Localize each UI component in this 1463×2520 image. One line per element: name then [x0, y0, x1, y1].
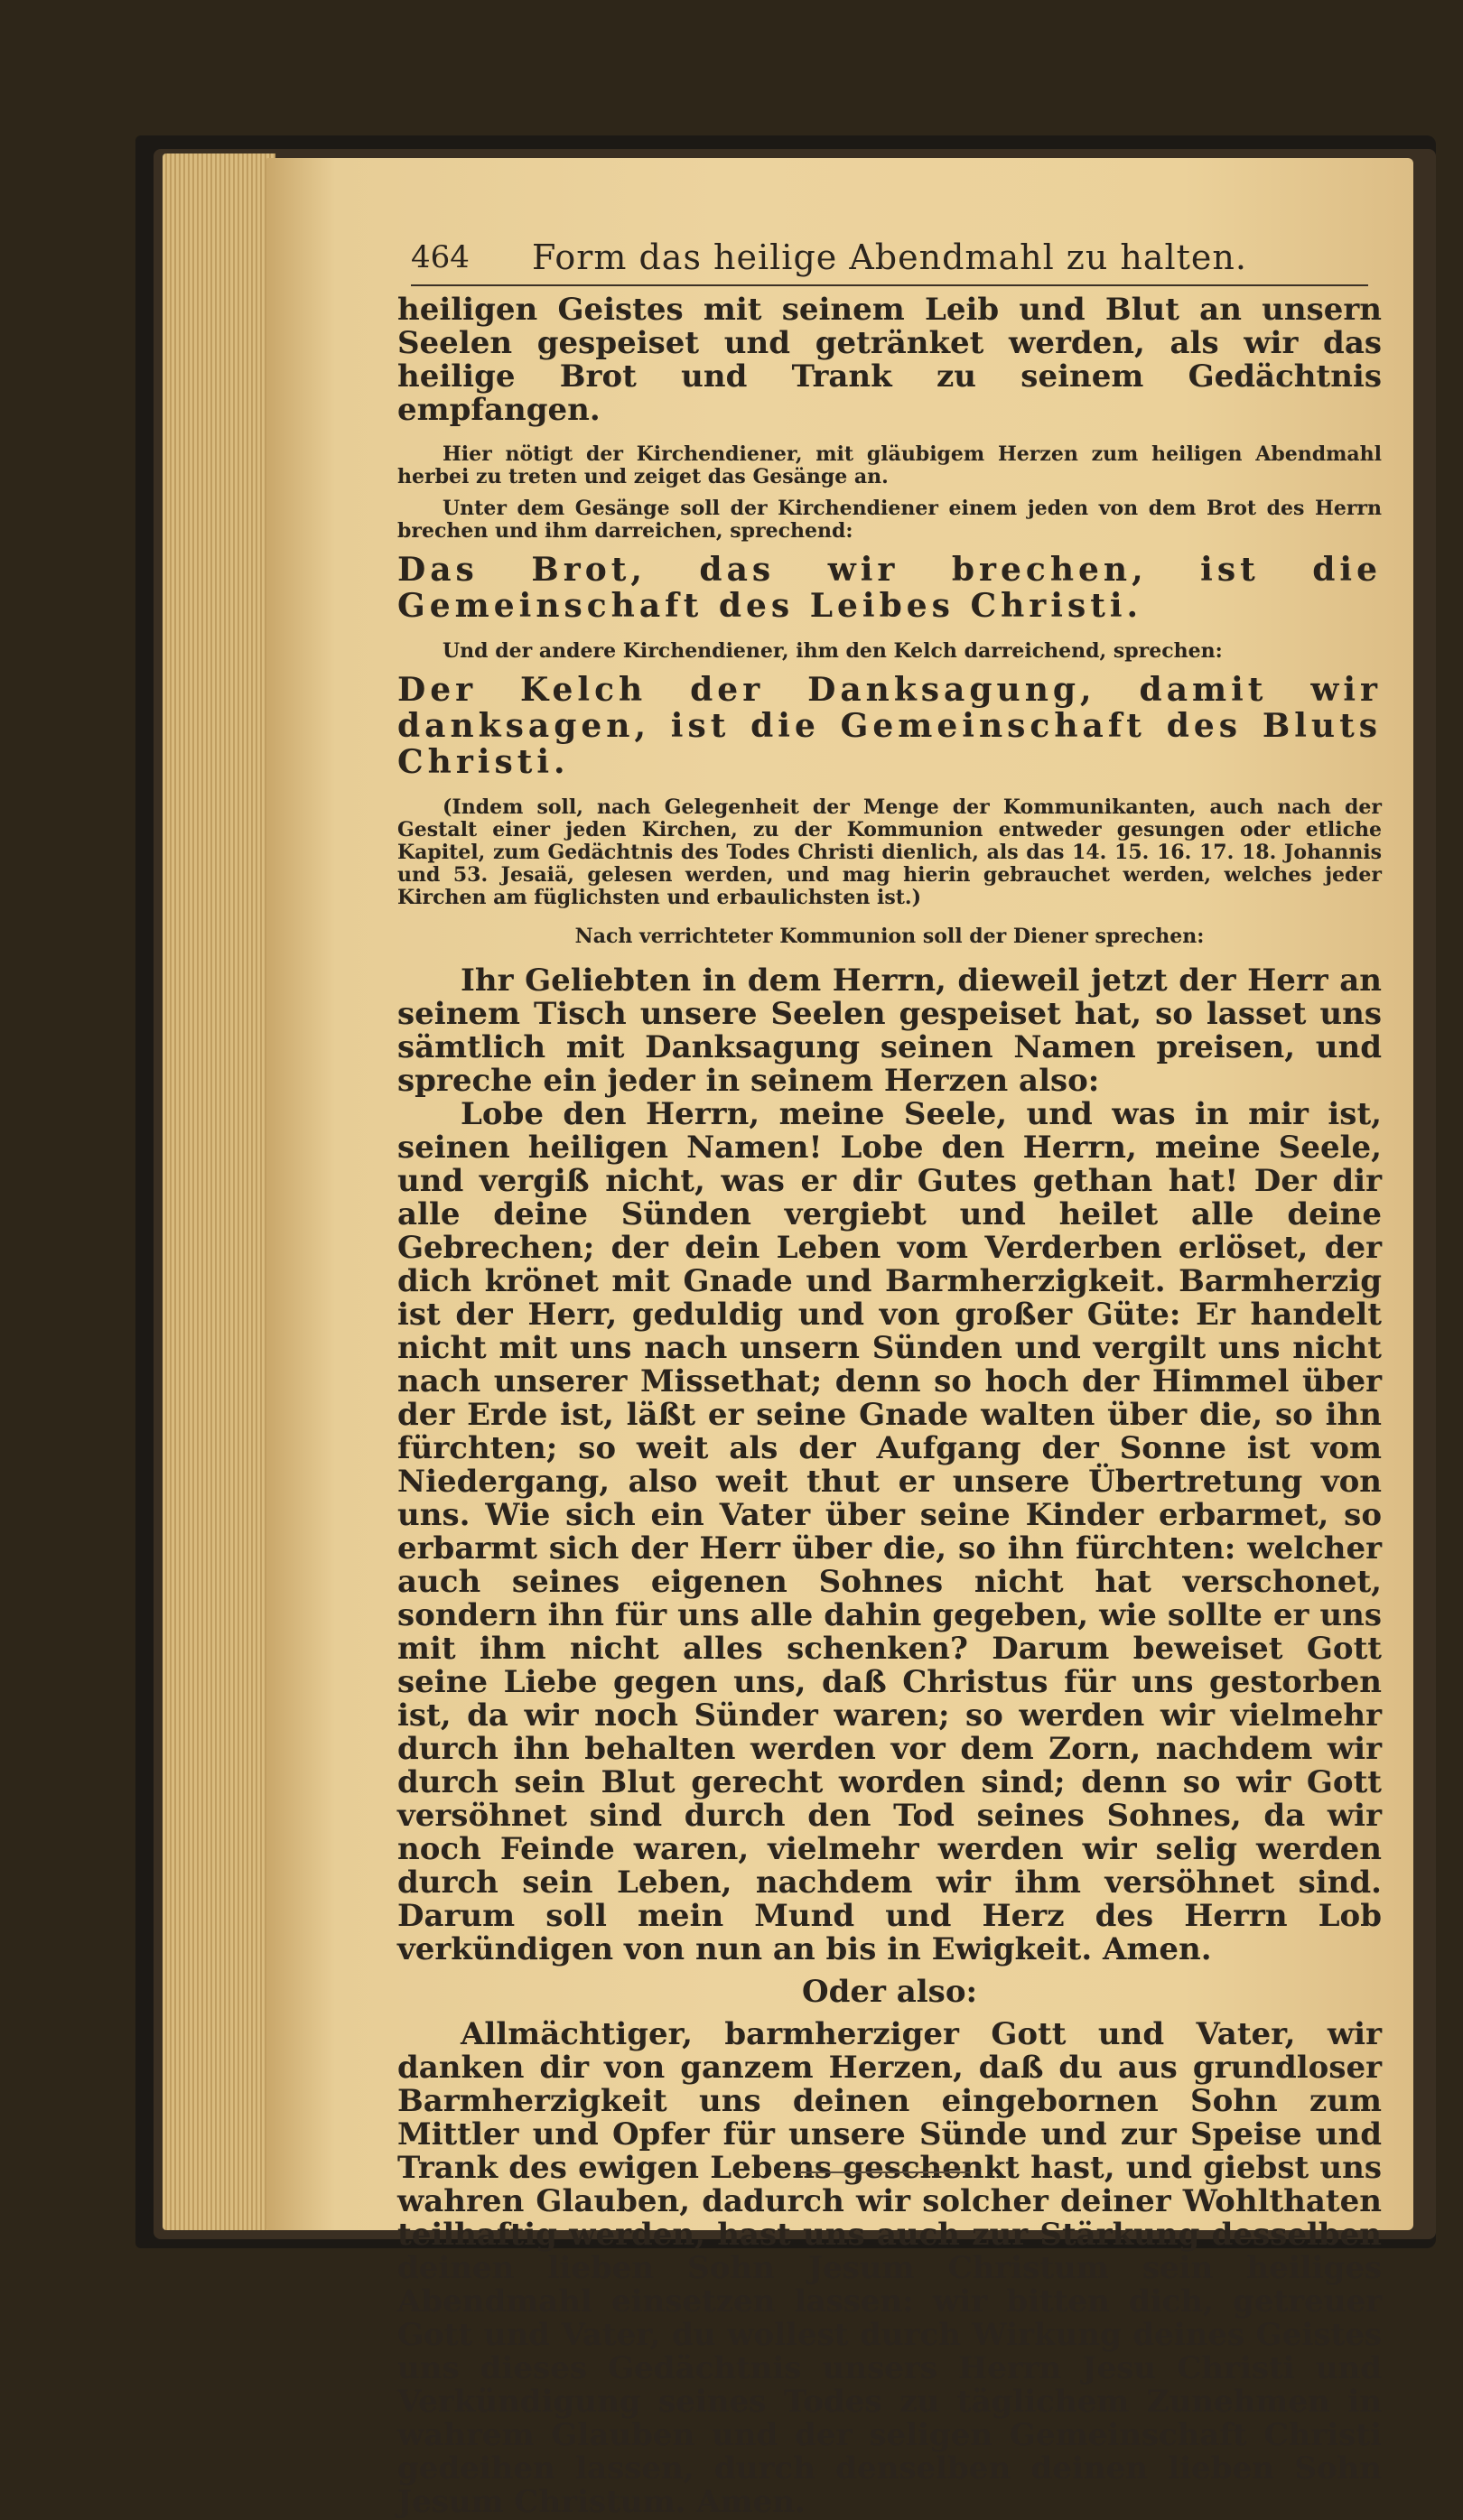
alternative-heading: Oder also:: [801, 1974, 978, 2010]
paragraph-continuation: heiligen Geistes mit seinem Leib und Blut an unsern Seelen gespeiset und getränket werden, als wir das heilige Brot und Trank zu seinem Gedächtnis empfangen.: [397, 292, 1382, 428]
page-number: 464: [411, 239, 470, 275]
words-of-cup: Der Kelch der Danksagung, damit wir danksagen, ist die Gemeinschaft des Bluts Christi.: [397, 671, 1382, 781]
rubric-reading-note: (Indem soll, nach Gelegenheit der Menge der Kommunikanten, auch nach der Gestalt einer jeden Kirchen, zu der Kommunion entweder gesungen oder etliche Kapitel, zum Gedächtnis des Todes Christi dienlich, als das 14. 15. 16. 17. 18. Johannis und 53. Jesaiä, gelesen werden, und mag hierin gebrauchet werden, welches jeder Kirchen am füglichsten und erbaulichsten ist.): [397, 795, 1382, 909]
end-rule: [799, 2171, 971, 2173]
book-page: [266, 158, 1413, 2520]
rubric-after-communion: Nach verrichteter Kommunion soll der Diener sprechen:: [574, 925, 1205, 948]
thanksgiving-address: Ihr Geliebten in dem Herrn, dieweil jetzt der Herr an seinem Tisch unsere Seelen gespeiset hat, so lasset uns sämtlich mit Danksagung seinen Namen preisen, und spreche ein jeder in seinem Herzen also:: [397, 962, 1382, 1099]
rubric-bread: Unter dem Gesänge soll der Kirchendiener einem jeden von dem Brot des Herrn brechen und ihm darreichen, sprechend:: [397, 497, 1382, 543]
rubric-invitation: Hier nötigt der Kirchendiener, mit gläubigem Herzen zum heiligen Abendmahl herbei zu treten und zeiget das Gesänge an.: [397, 442, 1382, 488]
closing-prayer: Allmächtiger, barmherziger Gott und Vater, wir danken dir von ganzem Herzen, daß du aus grundloser Barmherzigkeit uns deinen eingebornen Sohn zum Mittler und Opfer für unsere Sünde und zur Speise und Trank des ewigen Lebens geschenkt hast, und giebst uns wahren Glauben, dadurch wir solcher deiner Wohlthaten teilhaftig werden, hast uns auch zur Stärkung desselben deinen lieben Sohn Jesum Christum sein heiliges Abendmahl einsetzen lassen: wir bitten dich, getreuer Gott und Vater, du wollest durch Wirkung deines Geistes uns dieses Gedächtnis unsers Herrn Jesu Christi und Verkündigung seines Todes zu täglichem Zunehmen in wahrem Glauben und der seligen Gemeinschaft Christi gedeihen lassen, durch denselben deinen lieben Sohn Jesum Christum. Amen.: [397, 2016, 1382, 2520]
rubric-cup: Und der andere Kirchendiener, ihm den Kelch darreichend, sprechen:: [443, 639, 1223, 663]
page-edges: [163, 153, 275, 2230]
page-text: [397, 293, 1382, 2519]
page-header: [411, 230, 1368, 286]
psalm-thanksgiving: Lobe den Herrn, meine Seele, und was in mir ist, seinen heiligen Namen! Lobe den Herrn, meine Seele, und vergiß nicht, was er dir Gutes gethan hat! Der dir alle deine Sünden vergiebt und heilet alle deine Gebrechen; der dein Leben vom Verderben erlöset, der dich krönet mit Gnade und Barmherzigkeit. Barmherzig ist der Herr, geduldig und von großer Güte: Er handelt nicht mit uns nach unsern Sünden und vergilt uns nicht nach unserer Missethat; denn so hoch der Himmel über der Erde ist, läßt er seine Gnade walten über die, so ihn fürchten; so weit als der Aufgang der Sonne ist vom Niedergang, also weit thut er unsere Übertretung von uns. Wie sich ein Vater über seine Kinder erbarmet, so erbarmt sich der Herr über die, so ihn fürchten: welcher auch seines eigenen Sohnes nicht hat verschonet, sondern ihn für uns alle dahin gegeben, wie sollte er uns mit ihm nicht alles schenken? Darum beweiset Gott seine Liebe gegen uns, daß Christus für uns gestorben ist, da wir noch Sünder waren; so werden wir vielmehr durch ihn behalten werden vor dem Zorn, nachdem wir durch sein Blut gerecht worden sind; denn so wir Gott versöhnet sind durch den Tod seines Sohnes, da wir noch Feinde waren, vielmehr werden wir selig werden durch sein Leben, nachdem wir ihm versöhnet sind. Darum soll mein Mund und Herz des Herrn Lob verkündigen von nun an bis in Ewigkeit. Amen.: [397, 1096, 1382, 1967]
words-of-bread: Das Brot, das wir brechen, ist die Gemeinschaft des Leibes Christi.: [397, 551, 1382, 625]
running-title: Form das heilige Abendmahl zu halten.: [532, 237, 1247, 277]
